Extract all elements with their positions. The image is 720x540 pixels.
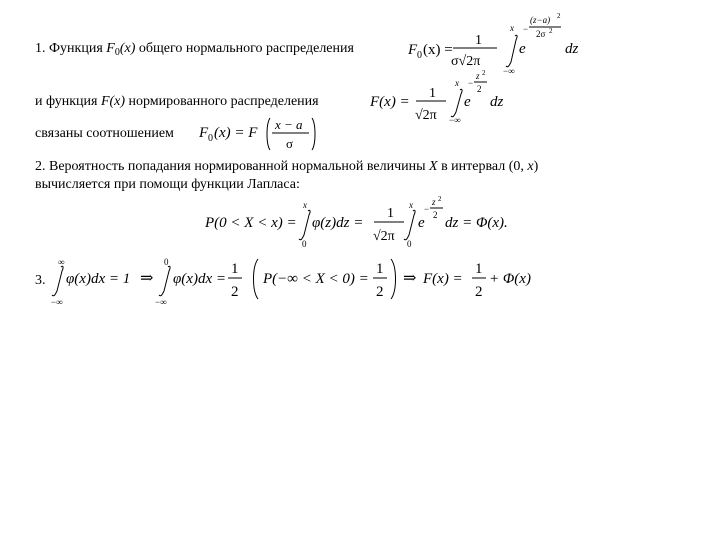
item1-line2-text: и функция F(x) нормированного распределения xyxy=(35,94,319,109)
formula-F-normalized xyxy=(368,70,518,125)
svg-text:2: 2 xyxy=(438,195,442,203)
svg-text:0: 0 xyxy=(417,50,422,61)
svg-text:2: 2 xyxy=(231,284,239,300)
svg-text:dz: dz xyxy=(565,41,579,57)
svg-text:2: 2 xyxy=(557,12,561,20)
svg-text:−∞: −∞ xyxy=(51,297,63,307)
svg-text:2: 2 xyxy=(433,210,438,220)
svg-text:0: 0 xyxy=(208,133,213,144)
item2-line2-text: вычисляется при помощи функции Лапласа: xyxy=(35,177,300,192)
svg-text:2: 2 xyxy=(376,284,384,300)
svg-text:F: F xyxy=(408,42,418,58)
svg-text:+ Φ(x): + Φ(x) xyxy=(489,271,531,287)
svg-text:e: e xyxy=(464,94,471,110)
svg-text:x: x xyxy=(510,23,514,33)
svg-text:P(0 < X < x) =: P(0 < X < x) = xyxy=(205,215,297,231)
svg-text:3.: 3. xyxy=(35,273,46,288)
formula-laplace xyxy=(200,195,525,250)
svg-text:x: x xyxy=(303,200,307,210)
svg-text:2: 2 xyxy=(482,69,486,77)
svg-text:F: F xyxy=(199,125,209,141)
svg-text:−: − xyxy=(424,204,430,214)
svg-text:x: x xyxy=(455,78,459,88)
svg-text:0: 0 xyxy=(164,257,169,267)
svg-text:z: z xyxy=(476,71,480,81)
svg-text:1: 1 xyxy=(429,86,436,101)
svg-text:(x) =: (x) = xyxy=(423,42,453,58)
svg-text:φ(z)dz =: φ(z)dz = xyxy=(312,215,364,231)
formula-item3 xyxy=(30,253,535,308)
svg-text:σ√2π: σ√2π xyxy=(451,54,481,69)
item1-text: 1. Функция $F_0(x)$ общего нормального распределения xyxy=(35,41,354,58)
svg-text:⇒: ⇒ xyxy=(140,270,154,287)
svg-text:2: 2 xyxy=(475,284,483,300)
svg-text:1: 1 xyxy=(475,33,482,48)
svg-text:0: 0 xyxy=(407,239,412,249)
svg-text:x − a: x − a xyxy=(275,117,303,132)
svg-text:−: − xyxy=(523,24,529,34)
svg-text:−∞: −∞ xyxy=(449,115,461,125)
svg-text:√2π: √2π xyxy=(373,229,395,244)
svg-text:0: 0 xyxy=(302,239,307,249)
svg-text:1: 1 xyxy=(475,261,483,277)
svg-text:(z−a): (z−a) xyxy=(530,15,551,25)
svg-text:φ(x)dx = 1: φ(x)dx = 1 xyxy=(66,271,131,287)
svg-text:2σ: 2σ xyxy=(536,29,546,39)
svg-text:∞: ∞ xyxy=(58,257,65,267)
formula-relation xyxy=(196,112,326,154)
svg-text:−∞: −∞ xyxy=(155,297,167,307)
svg-text:φ(x)dx =: φ(x)dx = xyxy=(173,271,226,287)
svg-text:2: 2 xyxy=(549,27,553,35)
svg-text:x: x xyxy=(409,200,413,210)
svg-text:(x) = F: (x) = F xyxy=(214,125,258,141)
svg-text:1: 1 xyxy=(231,261,239,277)
svg-text:−∞: −∞ xyxy=(503,66,515,76)
formula-F0-general xyxy=(405,10,590,76)
svg-text:F(x) =: F(x) = xyxy=(370,94,410,110)
svg-text:e: e xyxy=(519,41,526,57)
svg-text:z: z xyxy=(432,197,436,207)
svg-text:⇒: ⇒ xyxy=(403,270,417,287)
svg-text:2: 2 xyxy=(477,84,482,94)
svg-text:F(x) =: F(x) = xyxy=(423,271,463,287)
svg-text:√2π: √2π xyxy=(415,108,437,123)
svg-text:dz = Φ(x).: dz = Φ(x). xyxy=(445,215,508,231)
svg-text:P(−∞ < X < 0) =: P(−∞ < X < 0) = xyxy=(263,271,369,287)
svg-text:σ: σ xyxy=(286,136,294,151)
svg-text:1: 1 xyxy=(376,261,384,277)
item2-line1-text: 2. Вероятность попадания нормированной нормальной величины X в интервал (0, x) xyxy=(35,159,539,174)
svg-text:dz: dz xyxy=(490,94,504,110)
item1-line3-text: связаны соотношением xyxy=(35,126,174,141)
svg-text:−: − xyxy=(468,78,474,88)
svg-text:e: e xyxy=(418,215,425,231)
svg-text:1: 1 xyxy=(387,206,394,221)
